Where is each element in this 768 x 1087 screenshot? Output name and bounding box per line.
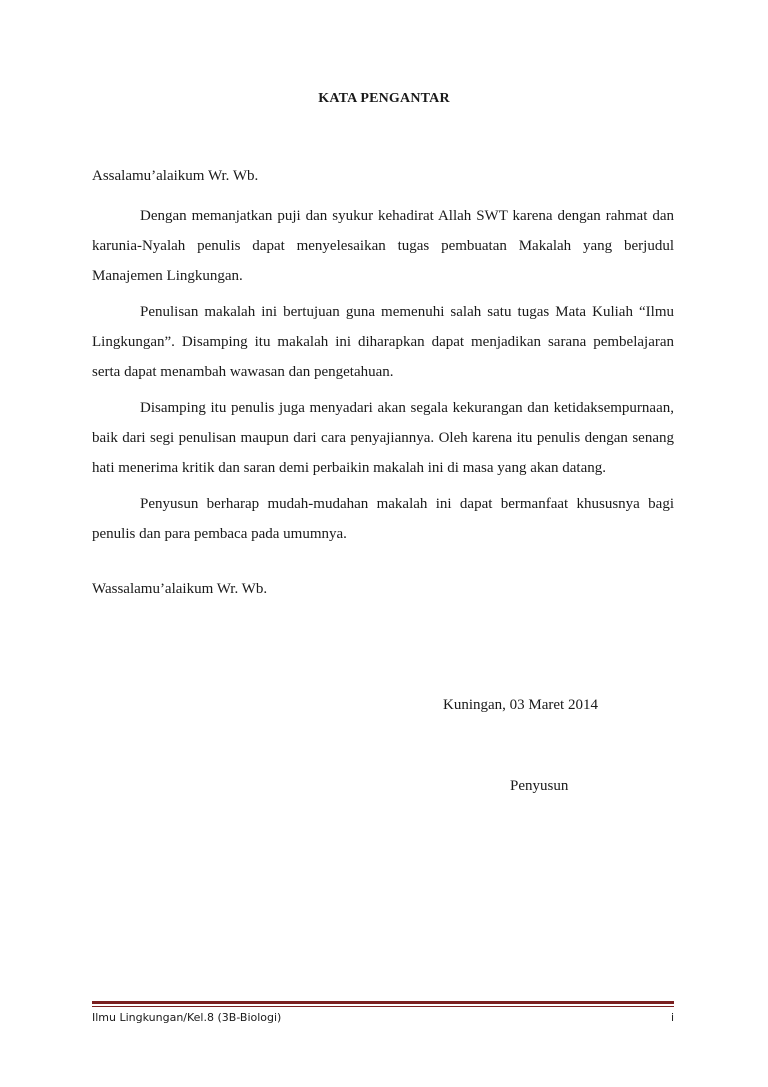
paragraph-1: Dengan memanjatkan puji dan syukur kehadirat Allah SWT karena dengan rahmat dan karunia-Nyalah penulis dapat menyelesaikan tugas pembuatan Makalah yang berjudul Manajemen Lingkungan. xyxy=(92,208,674,284)
body-paragraphs xyxy=(92,201,674,555)
paragraph-3: Disamping itu penulis juga menyadari akan segala kekurangan dan ketidaksempurnaan, baik dari segi penulisan maupun dari cara penyajiannya. Oleh karena itu penulis dengan senang hati menerima kritik dan saran demi perbaikin makalah ini di masa yang akan datang. xyxy=(92,400,674,476)
footer-divider-thick xyxy=(92,1001,674,1004)
place-date: Kuningan, 03 Maret 2014 xyxy=(443,697,598,713)
footer-divider-thin xyxy=(92,1006,674,1007)
salutation: Assalamu’alaikum Wr. Wb. xyxy=(92,168,259,184)
paragraph-2: Penulisan makalah ini bertujuan guna memenuhi salah satu tugas Mata Kuliah “Ilmu Lingkungan”. Disamping itu makalah ini diharapkan dapat menjadikan sarana pembelajaran serta dapat menambah wawasan dan pengetahuan. xyxy=(92,304,674,380)
paragraph-4: Penyusun berharap mudah-mudahan makalah ini dapat bermanfaat khususnya bagi penulis dan para pembaca pada umumnya. xyxy=(92,496,674,542)
page-title: KATA PENGANTAR xyxy=(318,91,450,106)
author-signature-label: Penyusun xyxy=(510,778,569,794)
closing-greeting: Wassalamu’alaikum Wr. Wb. xyxy=(92,581,268,597)
footer-course-label: Ilmu Lingkungan/Kel.8 (3B-Biologi) xyxy=(92,1011,282,1024)
footer-page-number: i xyxy=(670,1011,674,1024)
